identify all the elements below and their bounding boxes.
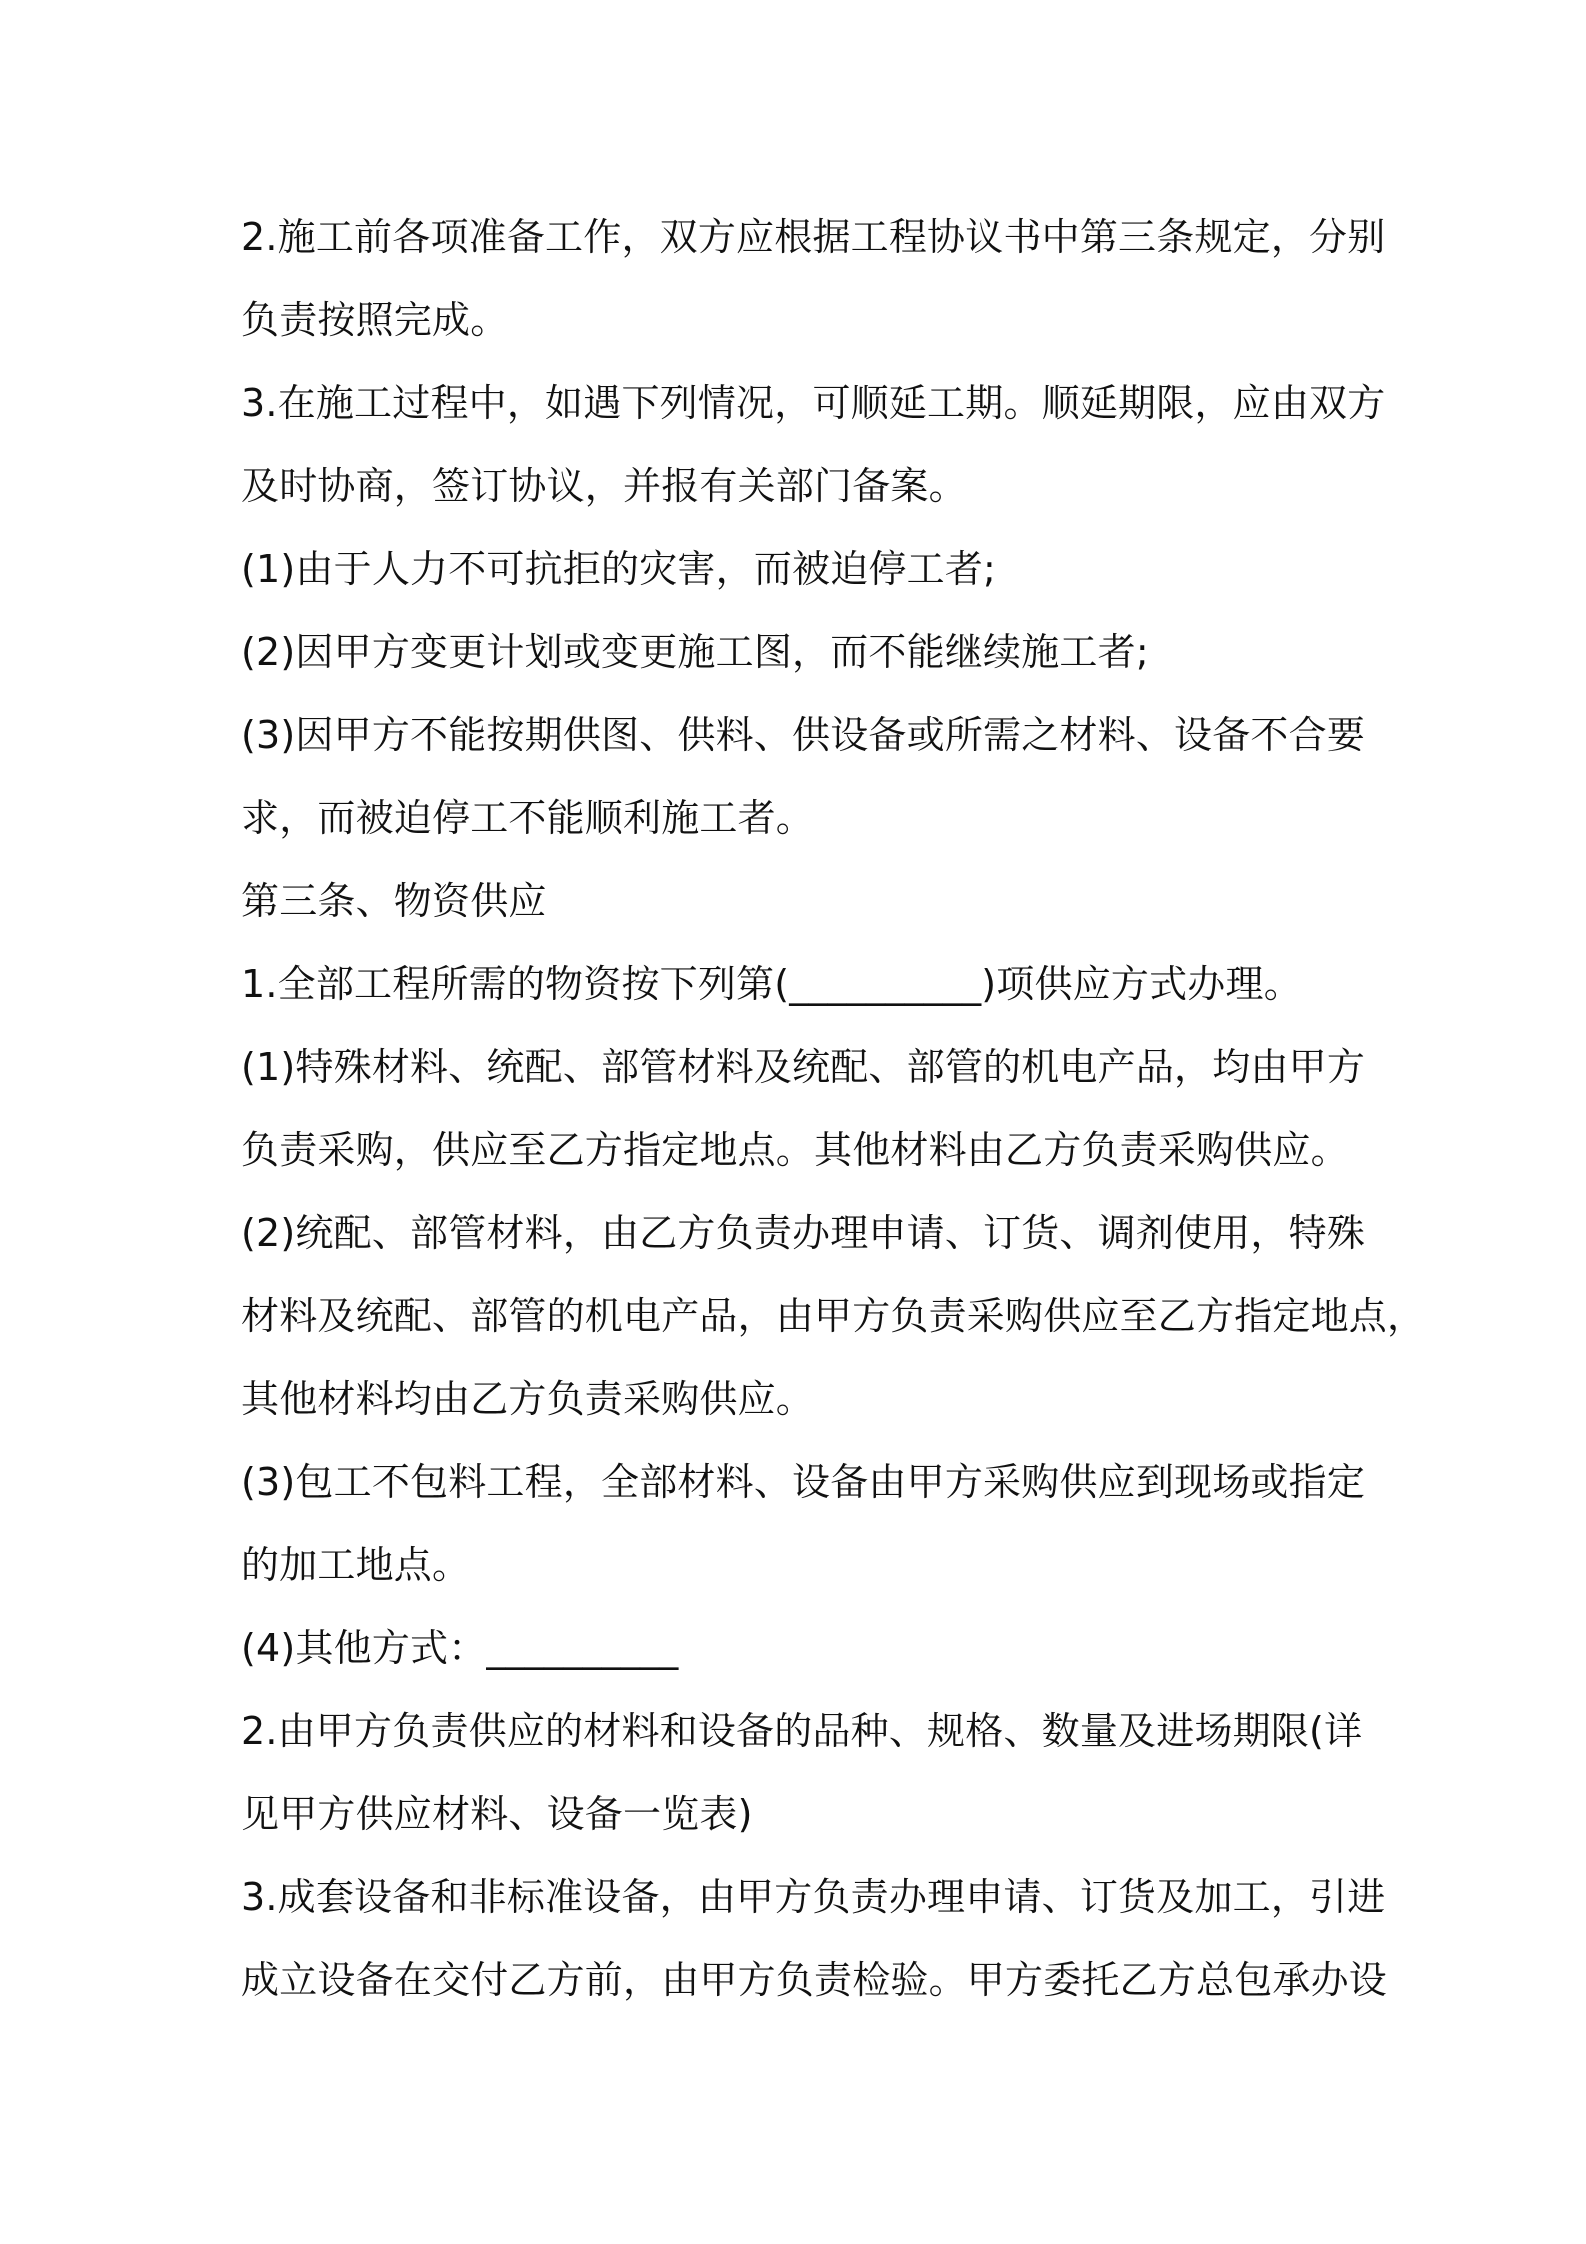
- text-line: 负责按照完成。: [241, 298, 509, 342]
- text-line: 2.由甲方负责供应的材料和设备的品种、规格、数量及进场期限(详: [241, 1709, 1363, 1753]
- text-line: 3.成套设备和非标准设备，由甲方负责办理申请、订货及加工，引进: [241, 1875, 1386, 1919]
- text-line: 材料及统配、部管的机电产品，由甲方负责采购供应至乙方指定地点，: [241, 1294, 1426, 1338]
- text-line: 及时协商，签订协议，并报有关部门备案。: [241, 464, 967, 508]
- text-line: 成立设备在交付乙方前，由甲方负责检验。甲方委托乙方总包承办设: [241, 1958, 1388, 2002]
- text-line: (3)因甲方不能按期供图、供料、供设备或所需之材料、设备不合要: [241, 713, 1366, 757]
- text-line: 求，而被迫停工不能顺利施工者。: [241, 796, 815, 840]
- text-line: 负责采购，供应至乙方指定地点。其他材料由乙方负责采购供应。: [241, 1128, 1349, 1172]
- text-line: 见甲方供应材料、设备一览表): [241, 1792, 753, 1836]
- text-line: (1)由于人力不可抗拒的灾害，而被迫停工者;: [241, 547, 997, 591]
- text-line: 的加工地点。: [241, 1543, 471, 1587]
- text-line: 3.在施工过程中，如遇下列情况，可顺延工期。顺延期限，应由双方: [241, 381, 1386, 425]
- document-body: [241, 196, 1426, 2022]
- text-line: 2.施工前各项准备工作，双方应根据工程协议书中第三条规定，分别: [241, 215, 1386, 259]
- text-line: 其他材料均由乙方负责采购供应。: [241, 1377, 815, 1421]
- text-line: (4)其他方式：__________: [241, 1626, 679, 1670]
- text-line: (3)包工不包料工程，全部材料、设备由甲方采购供应到现场或指定: [241, 1460, 1366, 1504]
- text-line: (1)特殊材料、统配、部管材料及统配、部管的机电产品，均由甲方: [241, 1045, 1366, 1089]
- text-line: (2)统配、部管材料，由乙方负责办理申请、订货、调剂使用，特殊: [241, 1211, 1366, 1255]
- text-line: (2)因甲方变更计划或变更施工图，而不能继续施工者;: [241, 630, 1149, 674]
- section-heading: 第三条、物资供应: [241, 879, 547, 923]
- text-line: 1.全部工程所需的物资按下列第(__________)项供应方式办理。: [241, 962, 1302, 1006]
